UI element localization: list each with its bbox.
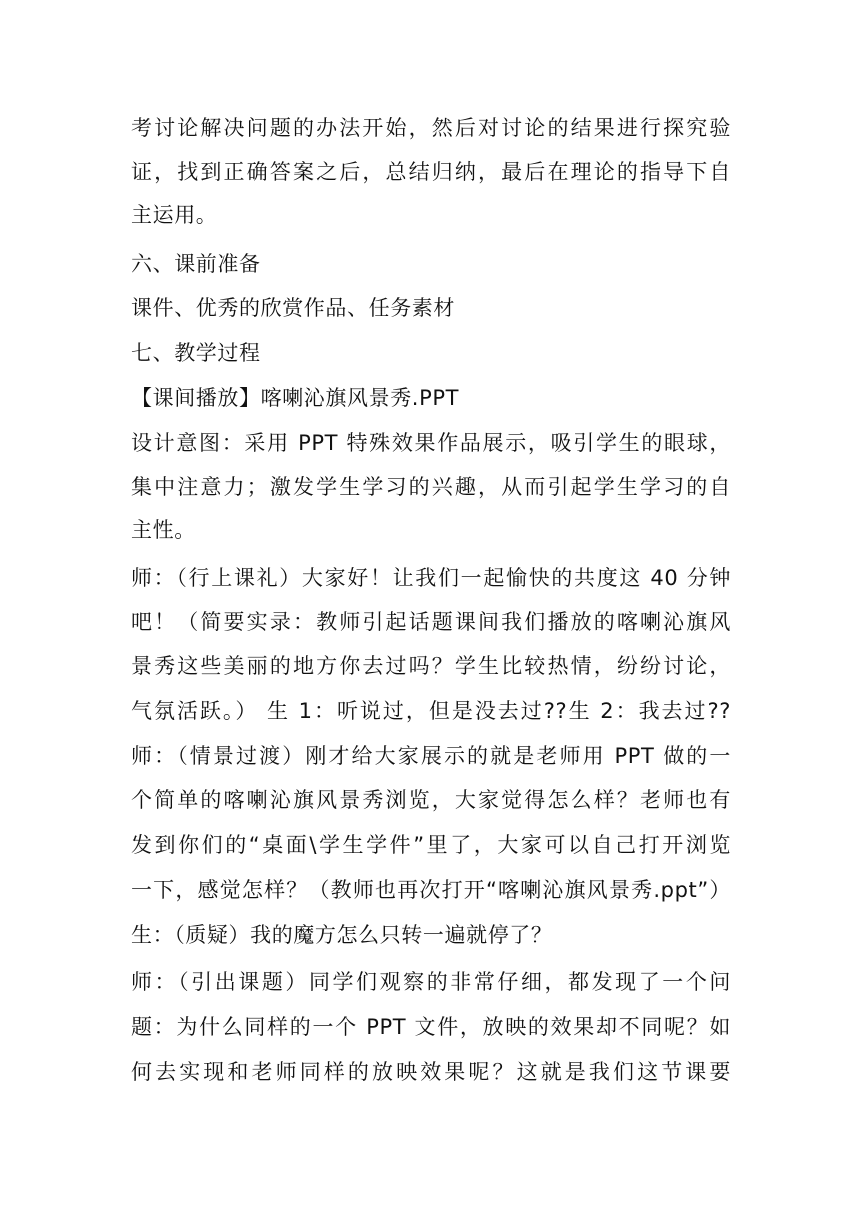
paragraph-line: 主运用。 [131,203,218,227]
paragraph-line: 主性。 [131,518,196,542]
paragraph-line: 师：（行上课礼）大家好！让我们一起愉快的共度这 40 分钟 [131,566,731,590]
paragraph-line: 吧！（简要实录：教师引起话题课间我们播放的喀喇沁旗风 [131,610,731,634]
section-heading: 六、课前准备 [131,252,261,276]
paragraph-line: 景秀这些美丽的地方你去过吗？学生比较热情，纷纷讨论， [131,654,731,678]
section-heading: 七、教学过程 [131,341,261,365]
paragraph-line: 考讨论解决问题的办法开始，然后对讨论的结果进行探究验 [131,116,731,140]
paragraph-line: 课件、优秀的欣赏作品、任务素材 [131,296,455,320]
paragraph-line: 个简单的喀喇沁旗风景秀浏览，大家觉得怎么样？老师也有 [131,788,731,812]
paragraph-line: 发到你们的“桌面\学生学件”里了，大家可以自己打开浏览 [131,833,731,857]
paragraph-line: 气氛活跃。） 生 1：听说过，但是没去过??生 2：我去过?? [131,699,731,723]
paragraph-line: 集中注意力；激发学生学习的兴趣，从而引起学生学习的自 [131,475,731,499]
paragraph-line: 证，找到正确答案之后，总结归纳，最后在理论的指导下自 [131,160,731,184]
paragraph-line: 师：（情景过渡）刚才给大家展示的就是老师用 PPT 做的一 [131,744,731,768]
paragraph-line: 一下，感觉怎样？（教师也再次打开“喀喇沁旗风景秀.ppt”） [131,878,731,902]
paragraph-line: 题：为什么同样的一个 PPT 文件，放映的效果却不同呢？如 [131,1015,731,1039]
paragraph-line: 生：（质疑）我的魔方怎么只转一遍就停了？ [131,923,553,947]
paragraph-line: 【课间播放】喀喇沁旗风景秀.PPT [131,386,460,410]
paragraph-line: 何去实现和老师同样的放映效果呢？这就是我们这节课要 [131,1060,731,1084]
paragraph-line: 设计意图：采用 PPT 特殊效果作品展示，吸引学生的眼球， [131,431,731,455]
paragraph-line: 师：（引出课题）同学们观察的非常仔细，都发现了一个问 [131,970,731,994]
